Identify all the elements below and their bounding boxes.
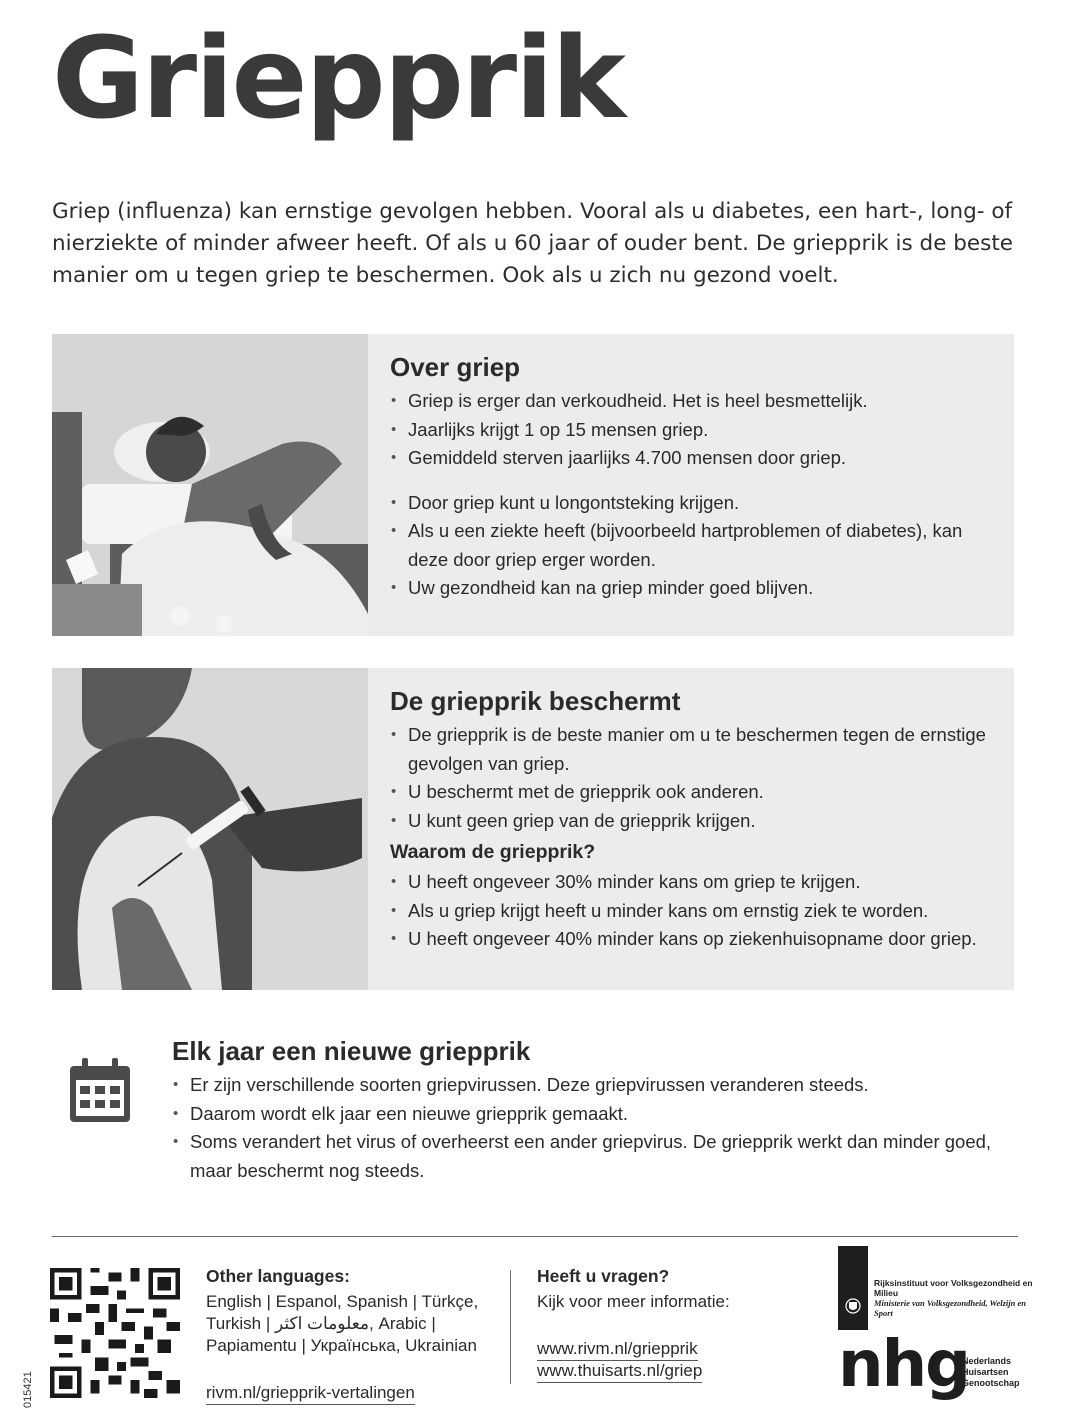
rivm-link[interactable]: www.rivm.nl/griepprik — [537, 1339, 698, 1361]
languages-line: Turkish | معلومات اكثر, Arabic | — [206, 1314, 436, 1333]
questions-column — [537, 1266, 827, 1383]
intro-text: Griep (influenza) kan ernstige gevolgen hebben. Vooral als u diabetes, een hart-, long- of nierziekte of minder afweer heeft. Of als u 60 jaar of ouder bent. De griepprik is de beste manier om u tegen griep te beschermen. Ook als u zich nu gezond voelt. — [52, 199, 1013, 288]
thuisarts-link[interactable]: www.thuisarts.nl/griep — [537, 1361, 702, 1383]
yearly-text — [172, 1036, 1026, 1185]
rivm-logo-bar — [838, 1246, 868, 1330]
languages-column — [206, 1266, 502, 1405]
page-title: Griepprik — [52, 14, 624, 144]
over-griep-list-b — [390, 489, 996, 603]
over-griep-panel — [52, 334, 1014, 636]
waarom-list — [390, 868, 996, 954]
list-item: • Jaarlijks krijgt 1 op 15 mensen griep. — [390, 416, 996, 445]
list-item: • U heeft ongeveer 40% minder kans op ziekenhuisopname door griep. — [390, 925, 996, 954]
list-item: • Uw gezondheid kan na griep minder goed blijven. — [390, 574, 996, 603]
document-id: 015421 — [22, 1371, 34, 1408]
list-item: • U heeft ongeveer 30% minder kans om griep te krijgen. — [390, 868, 996, 897]
languages-heading: Other languages: — [206, 1266, 350, 1286]
list-item: • Er zijn verschillende soorten griepvirussen. Deze griepvirussen veranderen steeds. — [172, 1071, 1026, 1100]
languages-line: Papiamentu | Українська, Ukrainian — [206, 1336, 477, 1355]
translations-link[interactable]: rivm.nl/griepprik-vertalingen — [206, 1383, 415, 1405]
over-griep-heading: Over griep — [390, 352, 521, 382]
griepprik-beschermt-panel — [52, 668, 1014, 990]
list-item: • Door griep kunt u longontsteking krijgen. — [390, 489, 996, 518]
list-item: • U beschermt met de griepprik ook anderen. — [390, 778, 996, 807]
questions-text: Kijk voor meer informatie: — [537, 1292, 730, 1311]
list-item: • Als u een ziekte heeft (bijvoorbeeld hartproblemen of diabetes), kan deze door griep erger worden. — [390, 517, 996, 574]
list-item: • Soms verandert het virus of overheerst een ander griepvirus. De griepprik werkt dan minder goed, maar beschermt nog steeds. — [172, 1128, 1026, 1185]
over-griep-content — [390, 352, 996, 603]
rivm-logo — [838, 1246, 1033, 1336]
crest-icon — [843, 1296, 863, 1316]
nhg-line: Huisartsen — [962, 1367, 1009, 1377]
sick-in-bed-icon — [52, 334, 368, 636]
nhg-wordmark: nhg — [838, 1328, 969, 1402]
nhg-line: Nederlands — [962, 1356, 1012, 1366]
footer-column-divider — [510, 1270, 511, 1384]
qr-code-icon[interactable] — [50, 1268, 180, 1398]
vaccination-illustration — [52, 668, 368, 990]
list-item: • Gemiddeld sterven jaarlijks 4.700 mensen door griep. — [390, 444, 996, 473]
sick-person-illustration — [52, 334, 368, 636]
beschermt-heading: De griepprik beschermt — [390, 686, 681, 716]
list-item: • De griepprik is de beste manier om u te beschermen tegen de ernstige gevolgen van griep. — [390, 721, 996, 778]
questions-heading: Heeft u vragen? — [537, 1266, 670, 1286]
footer-divider — [52, 1236, 1018, 1237]
nhg-line: Genootschap — [962, 1378, 1020, 1388]
calendar-icon — [68, 1056, 132, 1124]
yearly-heading: Elk jaar een nieuwe griepprik — [172, 1036, 531, 1066]
nhg-subtitle — [962, 1356, 1020, 1389]
griepprik-beschermt-content — [390, 686, 996, 954]
waarom-heading: Waarom de griepprik? — [390, 841, 596, 863]
yearly-list — [172, 1071, 1026, 1185]
list-item: • Griep is erger dan verkoudheid. Het is heel besmettelijk. — [390, 387, 996, 416]
syringe-arm-icon — [52, 668, 368, 990]
beschermt-list — [390, 721, 996, 835]
rivm-ministry: Ministerie van Volksgezondheid, Welzijn en Sport — [874, 1298, 1026, 1318]
list-item: • U kunt geen griep van de griepprik krijgen. — [390, 807, 996, 836]
over-griep-list-a — [390, 387, 996, 473]
list-item: • Als u griep krijgt heeft u minder kans om ernstig ziek te worden. — [390, 897, 996, 926]
list-item: • Daarom wordt elk jaar een nieuwe griepprik gemaakt. — [172, 1100, 1026, 1129]
languages-line: English | Espanol, Spanish | Türkçe, — [206, 1292, 479, 1311]
nhg-logo — [838, 1328, 1028, 1410]
rivm-name: Rijksinstituut voor Volksgezondheid en Milieu — [874, 1278, 1033, 1298]
